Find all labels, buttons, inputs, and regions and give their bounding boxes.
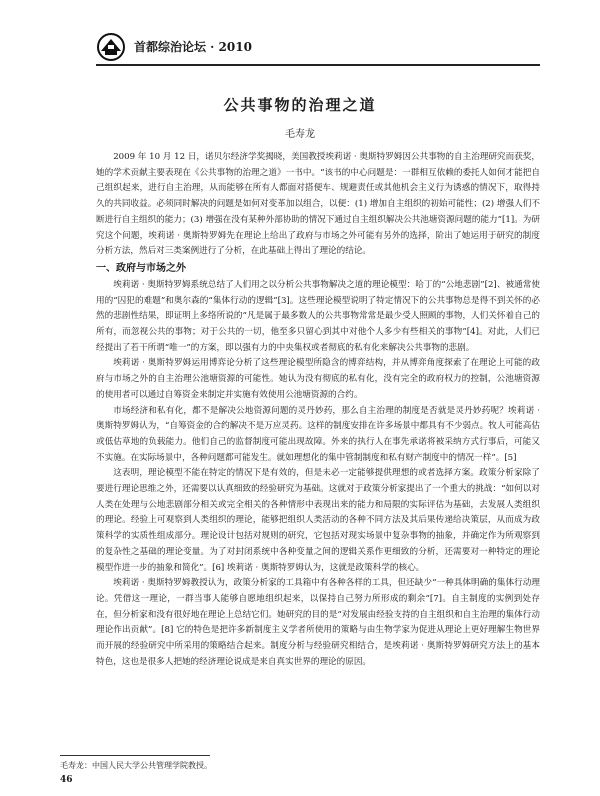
page-number: 46 [60, 775, 73, 785]
author-footnote: 毛寿龙：中国人民大学公共管理学院教授。 [60, 761, 212, 770]
body-paragraph: 市场经济和私有化，都不是解决公地资源问题的灵丹妙药，那么自主治理的制度是否就是灵丹妙药呢？埃莉诺 · 奥斯特罗姆认为，“自筹资金的合约解决不是万应灵药。这样的制度安排在许多场景中都具有不少弱点。牧人可能高估或低估草地的负载能力。他们自己的监督制度可能出现故障。外来的执行人在事先承诺将被采纳方式行事后，可能又不实施。在实际场景中，各种问题都可能发生。就如理想化的集中管制制度和私有财产制度中的情况一样”。[5] [96, 405, 540, 463]
body-paragraph: 埃莉诺 · 奥斯特罗姆教授认为，政策分析家的工具箱中有各种各样的工具，但还缺少“一种具体明确的集体行动理论。凭借这一理论，一群当事人能够自愿地组织起来，以保持自己努力所形成的剩余”[7]。自主制度的实例到处存在，但分析家和没有很好地在理论上总结它们。她研究的目的是“对发展由经验支持的自主组织和自主治理的集体行动理论作出贡献”。[8] 它的特色是把许多新制度主义学者所使用的策略与由生物学家为促进从理论上更好理解生物世界而开展的经验研究中所采用的策略结合起来。制度分析与经验研究相结合，是埃莉诺 · 奥斯特罗姆研究方法上的基本特色，这也是很多人把她的经济理论说成是来自真实世界的理论的原因。 [96, 578, 540, 667]
page-header [96, 28, 540, 68]
article-body [96, 150, 540, 671]
article-author: 毛寿龙 [285, 129, 315, 140]
section-heading: 一、政府与市场之外 [96, 262, 186, 274]
article-title: 公共事物的治理之道 [223, 96, 377, 114]
journal-title: 首都综治论坛 · 2010 [134, 40, 252, 54]
footnote-rule [60, 755, 210, 756]
journal-logo-icon [96, 32, 126, 62]
body-paragraph: 这表明，理论模型不能在特定的情况下是有效的，但是未必一定能够提供理想的或者选择方案。政策分析家除了要进行理论思维之外，还需要以认真细致的经验研究为基础。这就对于政策分析家提出了一个重大的挑战：“如何以对人类在处理与公地悲剧部分相关或完全相关的各种情形中表现出来的能力和局限的实际评估为基础，去发展人类组织的理论。经验上可观察到人类组织的理论，能够把组织人类活动的各种不同方法及其后果传递给决策层，从而成为政策科学的实质性组成部分。理论设计包括对规则的研究，它包括对现实场景中复杂事物的抽象，并确定作为所观察到的复杂性之基础的理论变量。为了对封闭系统中各种变量之间的逻辑关系作更细致的分析，还需要对一种特定的理论模型作进一步的抽象和简化”。[6] 埃莉诺 · 奥斯特罗姆认为，这就是政策科学的核心。 [96, 468, 540, 573]
body-paragraph: 埃莉诺 · 奥斯特罗姆系统总结了人们用之以分析公共事物解决之道的理论模型：哈丁的“公地悲剧”[2]、被通常使用的“囚犯的难题”和奥尔森的“集体行动的逻辑”[3]。这些理论模型说明了特定情况下的公共事物总是得不到关怀的必然的悲剧性结果，即证明上多络所说的“凡是属于最多数人的公共事物常常是最少受人照顾的事物，人们关怀着自己的所有，而忽视公共的事物；对于公共的一切，他至多只留心到其中对他个人多少有些相关的事物”[4]。对此，人们已经提出了若干所谓“唯一”的方案，即以强有力的中央集权或者彻底的私有化来解决公共事物的悲剧。 [96, 279, 540, 353]
header-rule [96, 64, 540, 66]
body-paragraph: 埃莉诺 · 奥斯特罗姆运用博弈论分析了这些理论模型所隐含的博弈结构，并从博弈角度探索了在理论上可能的政府与市场之外的自主治理公池塘资源的可能性。她认为没有彻底的私有化，没有完全的政府权力的控制，公池塘资源的使用者可以通过自筹资金来制定并实施有效使用公池塘资源的合约。 [96, 358, 540, 400]
intro-paragraph: 2009 年 10 月 12 日，诺贝尔经济学奖揭晓，美国教授埃莉诺 · 奥斯特罗姆因公共事物的自主治理研究而获奖，她的学术贡献主要表现在《公共事物的治理之道》一书中。“该书的中心问题是：一群相互依赖的委托人如何才能把自己组织起来，进行自主治理，从而能够在所有人都面对搭便车、规避责任或其他机会主义行为诱惑的情况下，取得持久的共同收益。必须同时解决的问题是如何对变革加以组合，以便：(1) 增加自主组织的初始可能性；(2) 增强人们不断进行自主组织的能力；(3) 增强在没有某种外部协助的情况下通过自主组织解决公共池塘资源问题的能力”[1]。为研究这个问题，埃莉诺 · 奥斯特罗姆先在理论上给出了政府与市场之外可能有另外的选择，阶出了她运用于研究的制度分析方法，然后对三类案例进行了分析，在此基础上得出了理论的结论。 [96, 152, 540, 257]
